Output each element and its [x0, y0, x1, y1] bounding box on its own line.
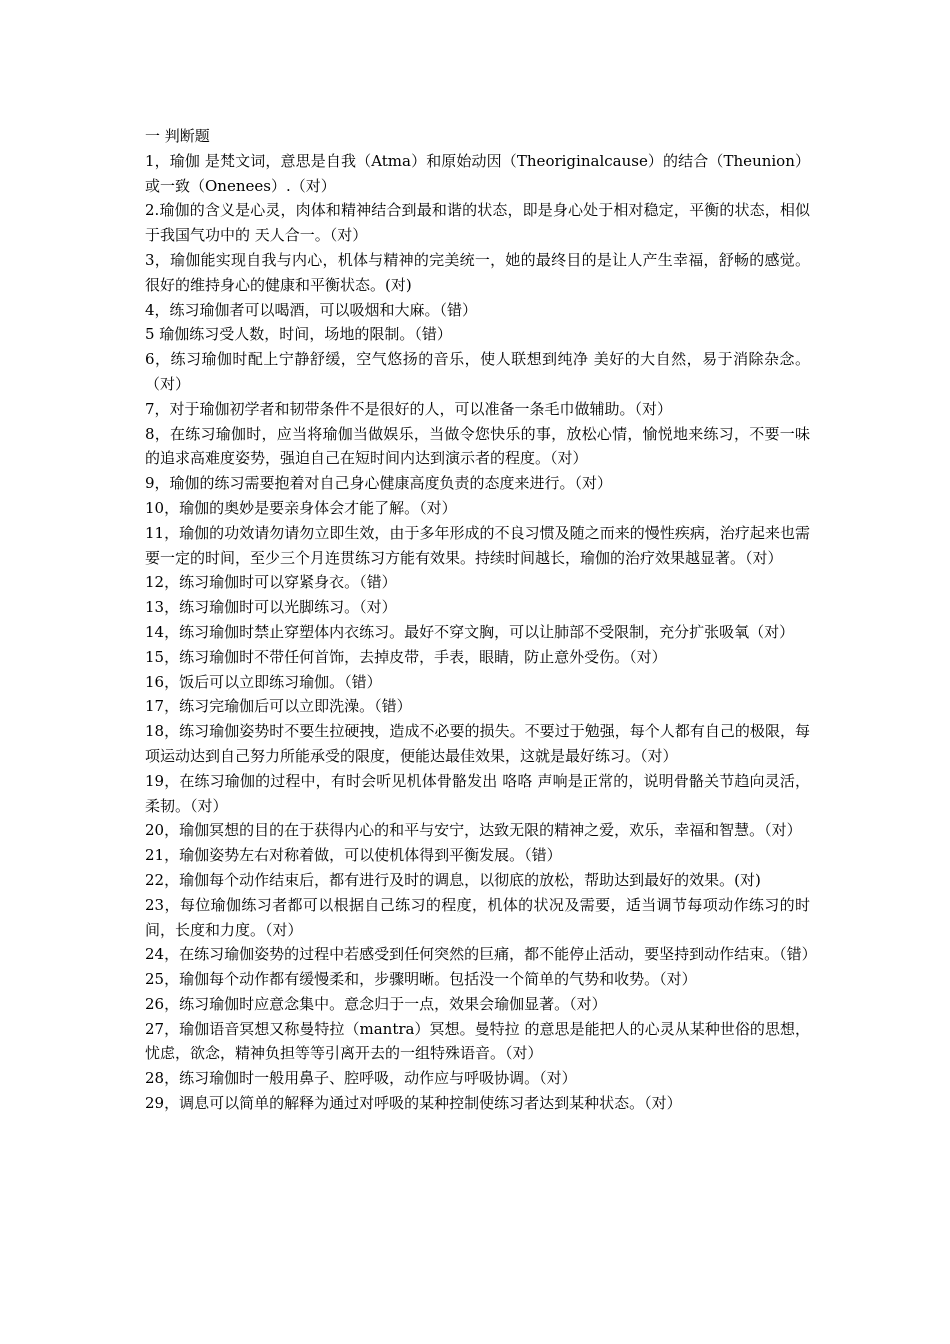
question-item: 12，练习瑜伽时可以穿紧身衣。（错）: [145, 573, 397, 592]
question-item: 15，练习瑜伽时不带任何首饰，去掉皮带，手表，眼睛，防止意外受伤。（对）: [145, 647, 667, 666]
question-item: 7，对于瑜伽初学者和韧带条件不是很好的人，可以准备一条毛巾做辅助。（对）: [145, 399, 673, 418]
question-item: 6，练习瑜伽时配上宁静舒缓，空气悠扬的音乐，使人联想到纯净 美好的大自然，易于消除杂念。（对）: [145, 350, 810, 393]
question-item: 17，练习完瑜伽后可以立即洗澡。（错）: [145, 697, 412, 716]
question-item: 28，练习瑜伽时一般用鼻子、腔呼吸，动作应与呼吸协调。（对）: [145, 1069, 577, 1088]
question-item: 1，瑜伽 是梵文词，意思是自我（Atma）和原始动因（Theoriginalcause）的结合（Theunion）或一致（Onenees）.（对）: [145, 151, 810, 195]
question-item: 10，瑜伽的奥妙是要亲身体会才能了解。（对）: [145, 498, 457, 517]
question-list: [145, 149, 817, 1116]
question-item: 29，调息可以简单的解释为通过对呼吸的某种控制使练习者达到某种状态。（对）: [145, 1094, 682, 1113]
question-item: 26，练习瑜伽时应意念集中。意念归于一点，效果会瑜伽显著。（对）: [145, 994, 607, 1013]
question-item: 21，瑜伽姿势左右对称着做，可以使机体得到平衡发展。（错）: [145, 846, 562, 865]
question-item: 9，瑜伽的练习需要抱着对自己身心健康高度负责的态度来进行。（对）: [145, 474, 613, 493]
document-body: [145, 124, 817, 1116]
question-item: 19，在练习瑜伽的过程中，有时会听见机体骨骼发出 咯咯 声响是正常的，说明骨骼关节趋向灵活，柔韧。（对）: [145, 771, 810, 815]
question-item: 11，瑜伽的功效请勿请勿立即生效，由于多年形成的不良习惯及随之而来的慢性疾病，治疗起来也需要一定的时间，至少三个月连贯练习方能有效果。持续时间越长，瑜伽的治疗效果越显著。（对）: [145, 523, 810, 567]
question-item: 23，每位瑜伽练习者都可以根据自己练习的程度，机体的状况及需要，适当调节每项动作练习的时间，长度和力度。（对）: [145, 895, 810, 939]
question-item: 3，瑜伽能实现自我与内心，机体与精神的完美统一，她的最终目的是让人产生幸福，舒畅的感觉。很好的维持身心的健康和平衡状态。(对): [145, 250, 810, 294]
question-item: 18，练习瑜伽姿势时不要生拉硬拽，造成不必要的损失。不要过于勉强，每个人都有自己的极限，每项运动达到自己努力所能承受的限度，便能达最佳效果，这就是最好练习。（对）: [145, 722, 810, 765]
question-item: 20，瑜伽冥想的目的在于获得内心的和平与安宁，达致无限的精神之爱，欢乐，幸福和智慧。（对）: [145, 821, 802, 840]
question-item: 14，练习瑜伽时禁止穿塑体内衣练习。最好不穿文胸，可以让肺部不受限制，充分扩张吸氧（对）: [145, 622, 795, 641]
question-item: 5 瑜伽练习受人数，时间，场地的限制。（错）: [145, 325, 452, 344]
question-item: 16，饭后可以立即练习瑜伽。（错）: [145, 672, 382, 691]
section-heading: 一 判断题: [145, 127, 210, 145]
question-item: 8，在练习瑜伽时，应当将瑜伽当做娱乐，当做令您快乐的事，放松心情，愉悦地来练习，不要一味的追求高难度姿势，强迫自己在短时间内达到演示者的程度。（对）: [145, 424, 810, 468]
question-item: 13，练习瑜伽时可以光脚练习。（对）: [145, 598, 397, 617]
question-item: 27，瑜伽语音冥想又称曼特拉（mantra）冥想。曼特拉 的意思是能把人的心灵从某种世俗的思想，忧虑，欲念，精神负担等等引离开去的一组特殊语音。（对）: [145, 1019, 810, 1063]
question-item: 24，在练习瑜伽姿势的过程中若感受到任何突然的巨痛，都不能停止活动，要坚持到动作结束。（错）: [145, 945, 817, 964]
question-item: 2.瑜伽的含义是心灵，肉体和精神结合到最和谐的状态，即是身心处于相对稳定，平衡的状态，相似于我国气功中的 天人合一。（对）: [145, 201, 810, 245]
question-item: 22，瑜伽每个动作结束后，都有进行及时的调息，以彻底的放松，帮助达到最好的效果。(对): [145, 870, 761, 889]
question-item: 25，瑜伽每个动作都有缓慢柔和，步骤明晰。包括没一个简单的气势和收势。（对）: [145, 970, 697, 989]
question-item: 4，练习瑜伽者可以喝酒，可以吸烟和大麻。（错）: [145, 300, 478, 319]
